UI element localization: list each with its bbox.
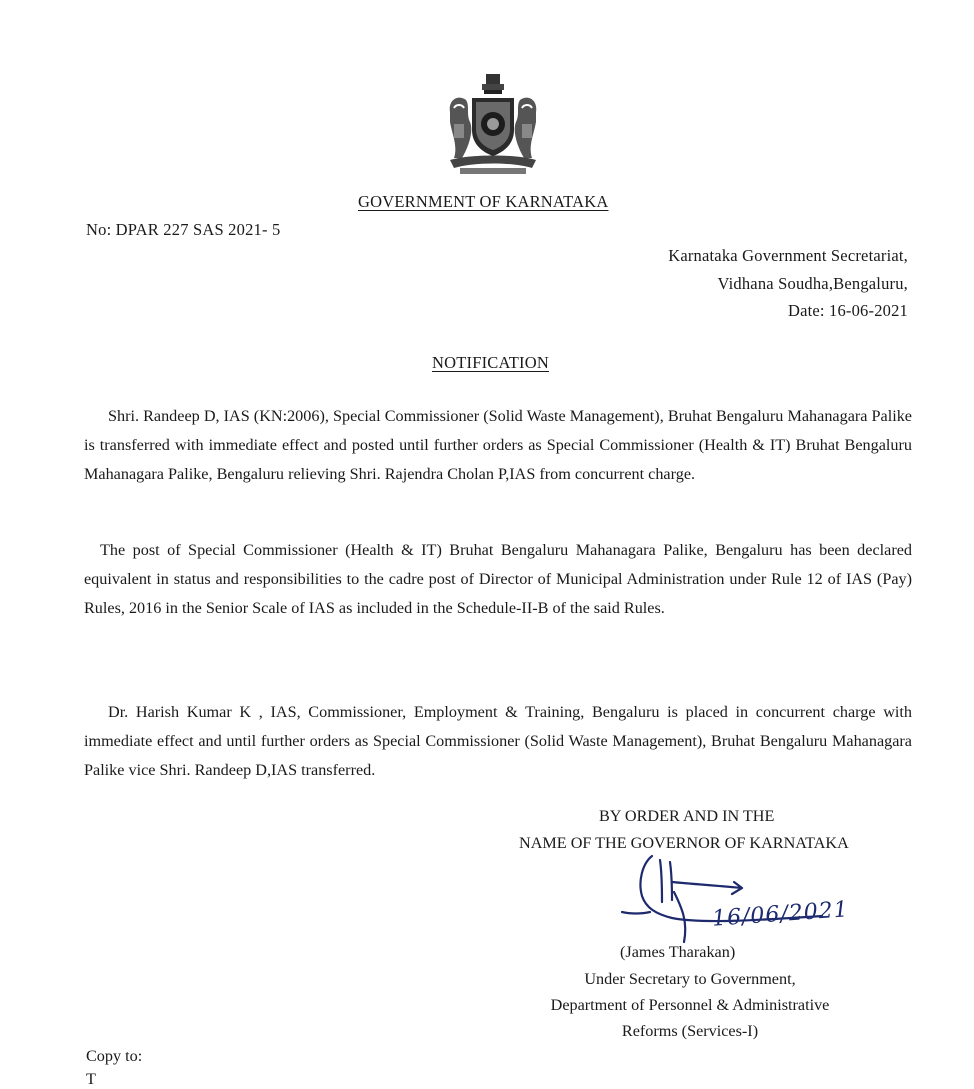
paragraph-1-text: Shri. Randeep D, IAS (KN:2006), Special Commissioner (Solid Waste Management), Bruhat Bengaluru Mahanagara Palike is transferred with immediate effect and posted until further orders as Special Commissioner (Health & IT) Bruhat Bengaluru Mahanagara Palike, Bengaluru relieving Shri. Rajendra Cholan P,IAS from concurrent charge. — [84, 407, 912, 483]
issue-date: Date: 16-06-2021 — [787, 301, 908, 320]
paragraph-2-text: The post of Special Commissioner (Health & IT) Bruhat Bengaluru Mahanagara Palike, Bengaluru has been declared equivalent in status and responsibilities to the cadre post of Director of Municipal Administration under Rule 12 of IAS (Pay) Rules, 2016 in the Senior Scale of IAS as included in the Schedule-II-B of the said Rules. — [84, 541, 912, 617]
signatory-name: (James Tharakan) — [620, 943, 736, 961]
designation-line-1: Under Secretary to Government, — [584, 970, 796, 988]
karnataka-emblem-icon — [440, 72, 546, 178]
paragraph-1 — [84, 402, 912, 489]
paragraph-3-text: Dr. Harish Kumar K , IAS, Commissioner, Employment & Training, Bengaluru is placed in concurrent charge with immediate effect and until further orders as Special Commissioner (Solid Waste Management), Bruhat Bengaluru Mahanagara Palike vice Shri. Randeep D,IAS transferred. — [84, 703, 912, 779]
address-line-1: Karnataka Government Secretariat, — [668, 246, 908, 265]
handwritten-date: 16/06/2021 — [711, 897, 850, 932]
designation-line-3: Reforms (Services-I) — [621, 1022, 759, 1040]
designation-line-2: Department of Personnel & Administrative — [550, 996, 830, 1014]
notification-number: No: DPAR 227 SAS 2021- 5 — [86, 220, 281, 239]
address-line-2: Vidhana Soudha,Bengaluru, — [717, 274, 908, 293]
order-line-2: NAME OF THE GOVERNOR OF KARNATAKA — [519, 834, 849, 852]
order-line-1: BY ORDER AND IN THE — [599, 807, 775, 825]
paragraph-2 — [84, 536, 912, 623]
copy-to-recipient: T — [86, 1070, 96, 1088]
document-title: NOTIFICATION — [432, 353, 549, 372]
government-heading: GOVERNMENT OF KARNATAKA — [358, 192, 609, 211]
paragraph-3 — [84, 698, 912, 785]
copy-to-label: Copy to: — [86, 1047, 143, 1065]
